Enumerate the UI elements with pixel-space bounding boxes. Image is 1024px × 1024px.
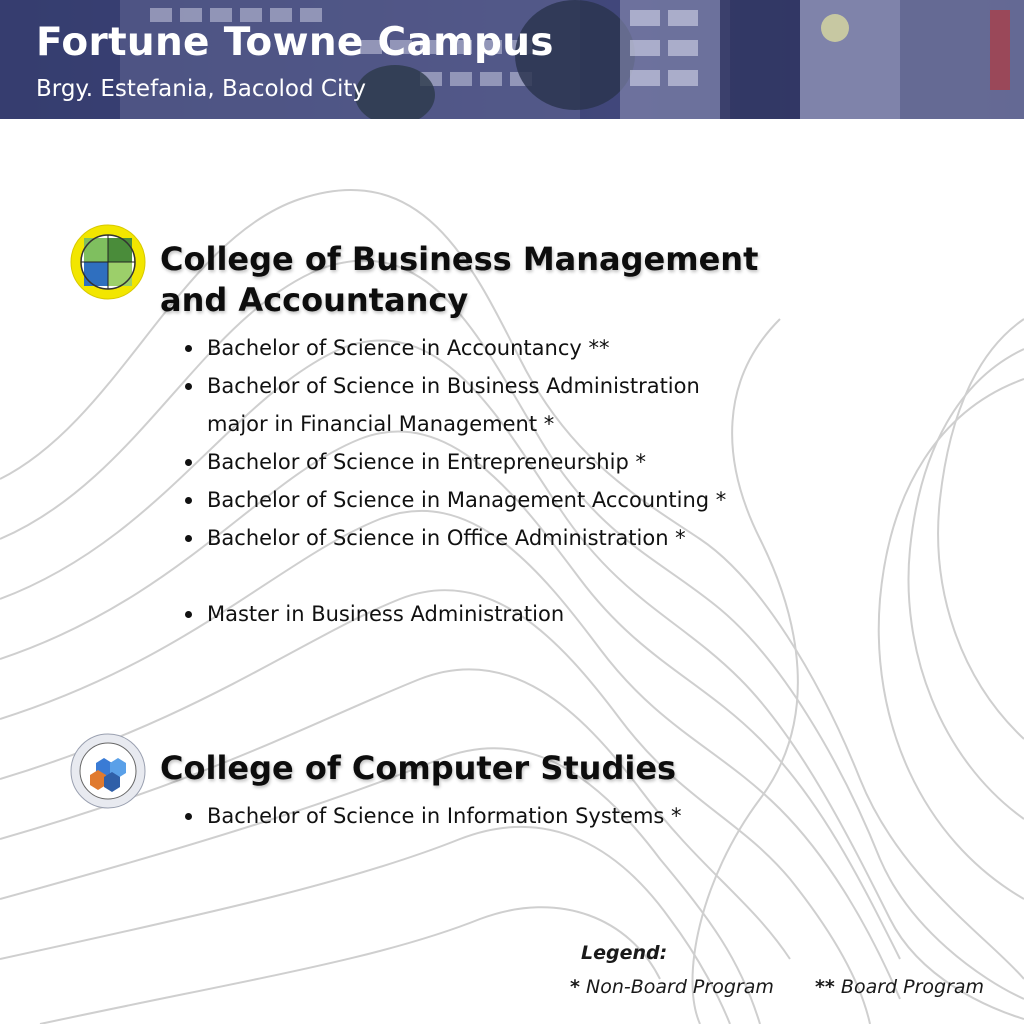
program-item: Bachelor of Science in Office Administration * <box>185 519 765 557</box>
campus-title: Fortune Towne Campus <box>36 20 554 65</box>
cbma-seal-icon <box>70 224 146 300</box>
program-item: Bachelor of Science in Accountancy ** <box>185 329 765 367</box>
legend-title: Legend: <box>581 942 668 964</box>
program-item: Bachelor of Science in Information Systems * <box>185 797 765 835</box>
program-item: Bachelor of Science in Management Accounting * <box>185 481 765 519</box>
college-cbma-title-line1: College of Business Management <box>160 240 759 278</box>
legend-board <box>815 976 984 998</box>
program-item: Bachelor of Science in Entrepreneurship * <box>185 443 765 481</box>
ccs-seal-icon <box>70 733 146 809</box>
cbma-program-list <box>185 329 765 633</box>
ccs-program-list <box>185 797 765 835</box>
header-banner <box>0 0 1024 119</box>
legend-symbol: * <box>570 976 580 998</box>
legend-label: Non-Board Program <box>585 976 774 998</box>
program-item: Bachelor of Science in Business Administration major in Financial Management * <box>185 367 765 443</box>
legend-label: Board Program <box>840 976 985 998</box>
legend-non-board <box>570 976 774 998</box>
program-item: Master in Business Administration <box>185 595 765 633</box>
college-cbma-title <box>160 239 758 321</box>
legend-symbol: ** <box>815 976 835 998</box>
college-cbma-title-line2: and Accountancy <box>160 281 469 319</box>
college-ccs-title: College of Computer Studies <box>160 749 677 787</box>
campus-address: Brgy. Estefania, Bacolod City <box>36 76 366 102</box>
